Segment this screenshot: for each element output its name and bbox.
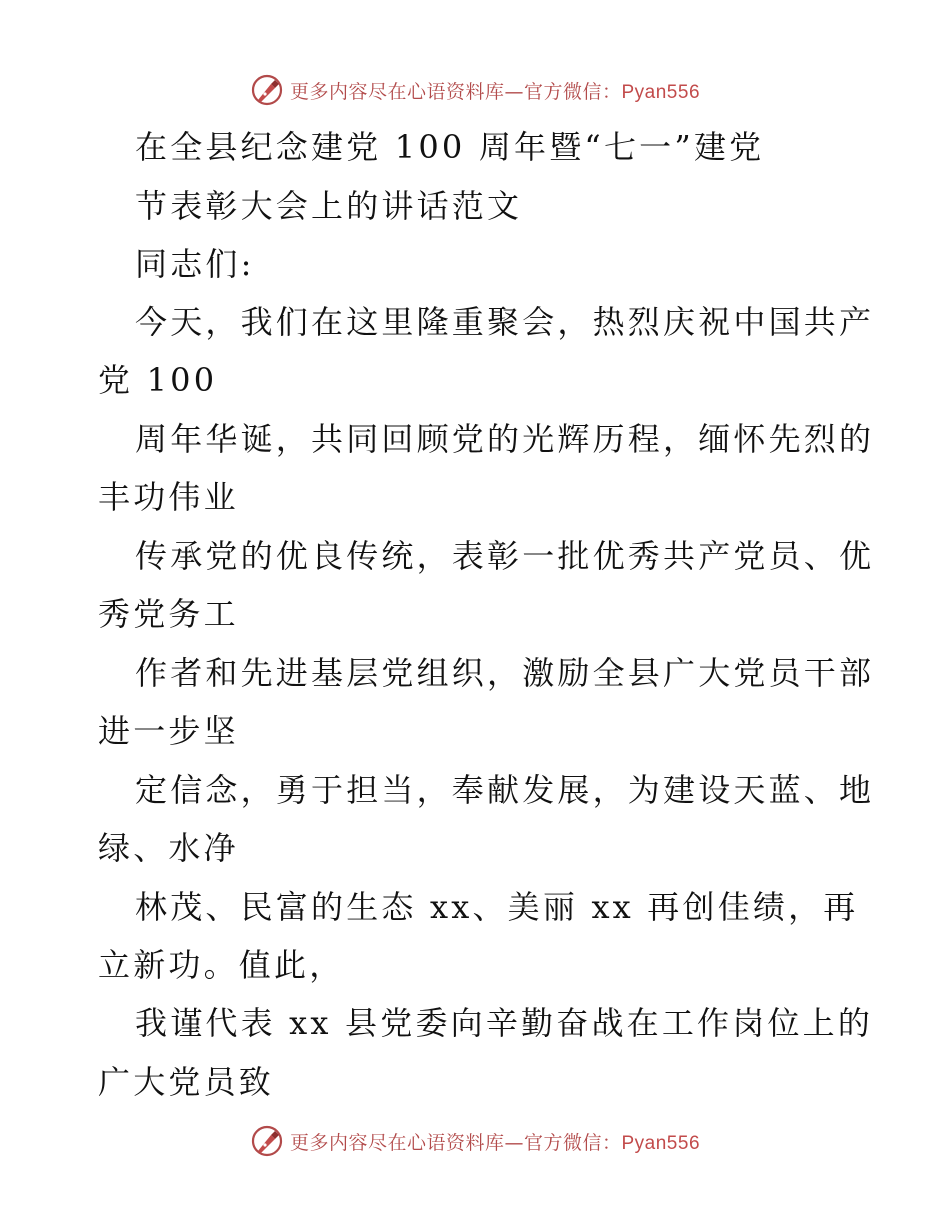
body-line: 党 100 [98, 361, 218, 399]
wechat-id: Pyan556 [621, 1132, 701, 1154]
body-line: 周年华诞，共同回顾党的光辉历程，缅怀先烈的 [135, 420, 875, 458]
pen-nib-logo-icon [250, 1124, 284, 1158]
body-line: 传承党的优良传统，表彰一批优秀共产党员、优 [135, 537, 875, 575]
body-line: 我谨代表 xx 县党委向辛勤奋战在工作岗位上的 [135, 1004, 874, 1042]
body-line: 今天，我们在这里隆重聚会，热烈庆祝中国共产 [135, 303, 875, 341]
body-line: 秀党务工 [98, 595, 239, 633]
wechat-id: Pyan556 [621, 81, 701, 103]
title-line-1: 在全县纪念建党 100 周年暨“七一”建党 [135, 128, 765, 166]
title-line-2: 节表彰大会上的讲话范文 [135, 187, 523, 225]
body-line: 丰功伟业 [98, 478, 239, 516]
body-line: 绿、水净 [98, 829, 239, 867]
salutation: 同志们: [135, 245, 255, 283]
pen-nib-logo-icon [250, 73, 284, 107]
watermark-text: 更多内容尽在心语资料库—官方微信：Pyan556 [289, 80, 701, 103]
body-line: 广大党员致 [98, 1063, 275, 1101]
watermark-text: 更多内容尽在心语资料库—官方微信：Pyan556 [289, 1131, 701, 1154]
footer-watermark [0, 1121, 950, 1161]
body-line: 进一步坚 [98, 712, 239, 750]
body-line: 立新功。值此， [98, 946, 345, 984]
body-line: 作者和先进基层党组织，激励全县广大党员干部 [135, 654, 875, 692]
body-line: 定信念，勇于担当，奉献发展，为建设天蓝、地 [135, 771, 875, 809]
header-watermark [0, 70, 950, 110]
body-line: 林茂、民富的生态 xx、美丽 xx 再创佳绩，再 [135, 888, 859, 926]
